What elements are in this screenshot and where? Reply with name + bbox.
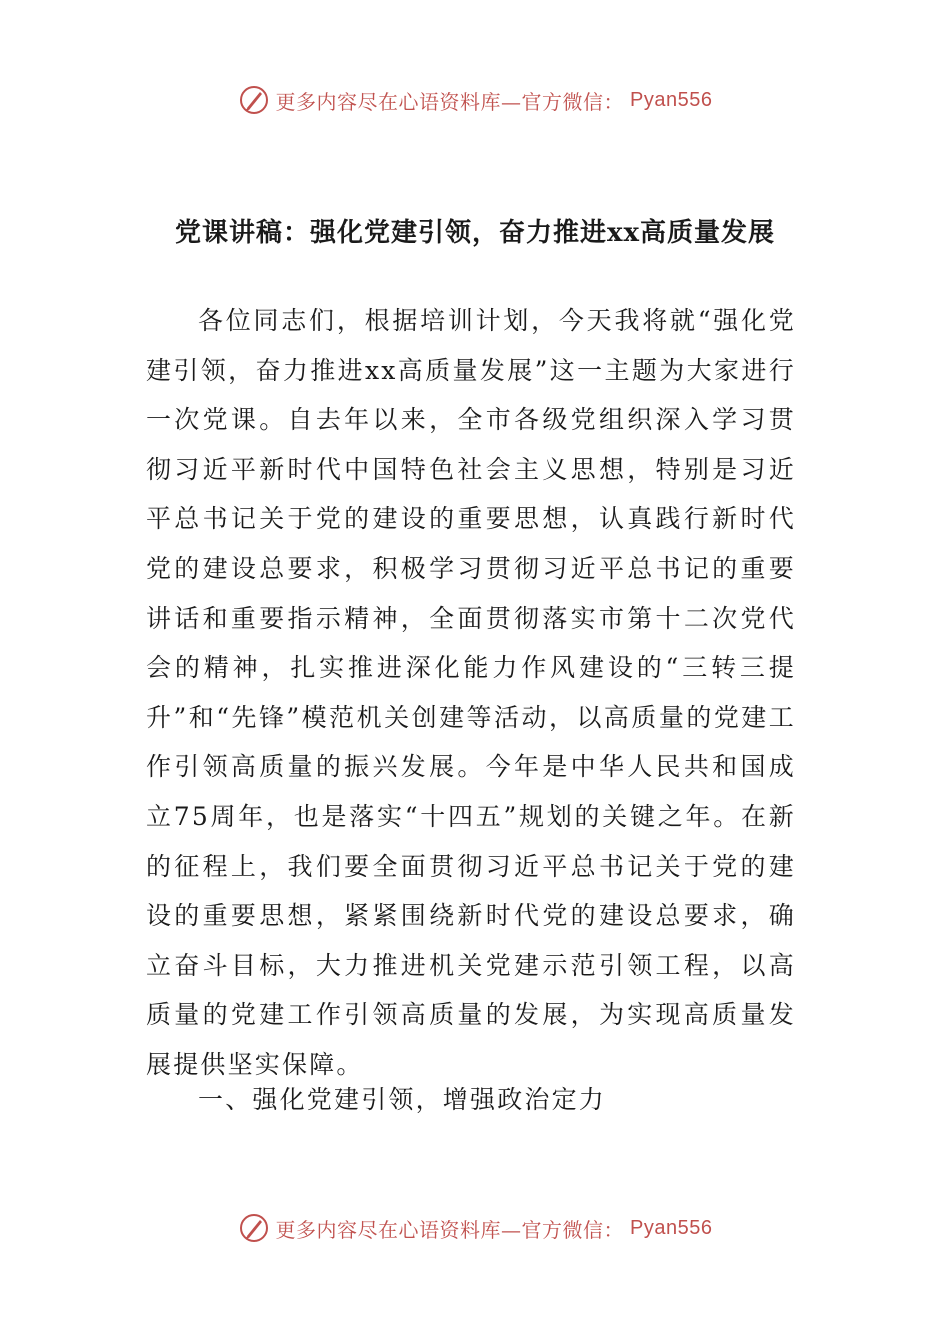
- watermark-text: 更多内容尽在心语资料库—官方微信：: [275, 1217, 625, 1242]
- document-title: 党课讲稿：强化党建引领，奋力推进xx高质量发展: [174, 218, 775, 248]
- watermark-handle: Pyan556: [630, 88, 713, 111]
- header-watermark: [0, 84, 950, 116]
- body-paragraph: 各位同志们，根据培训计划，今天我将就“强化党建引领，奋力推进xx高质量发展”这一主题为大家进行一次党课。自去年以来，全市各级党组织深入学习贯彻习近平新时代中国特色社会主义思想，特别是习近平总书记关于党的建设的重要思想，认真践行新时代党的建设总要求，积极学习贯彻习近平总书记的重要讲话和重要指示精神，全面贯彻落实市第十二次党代会的精神，扎实推进深化能力作风建设的“三转三提升”和“先锋”模范机关创建等活动，以高质量的党建工作引领高质量的振兴发展。今年是中华人民共和国成立75周年，也是落实“十四五”规划的关键之年。在新的征程上，我们要全面贯彻习近平总书记关于党的建设的重要思想，紧紧围绕新时代党的建设总要求，确立奋斗目标，大力推进机关党建示范引领工程，以高质量的党建工作引领高质量的发展，为实现高质量发展提供坚实保障。: [146, 306, 796, 1079]
- section-heading: 一、强化党建引领，增强政治定力: [198, 1085, 607, 1114]
- quill-logo-icon: [238, 1212, 270, 1244]
- footer-watermark: [0, 1212, 950, 1244]
- watermark-handle: Pyan556: [630, 1216, 713, 1239]
- quill-logo-icon: [238, 84, 270, 116]
- watermark-text: 更多内容尽在心语资料库—官方微信：: [275, 89, 625, 114]
